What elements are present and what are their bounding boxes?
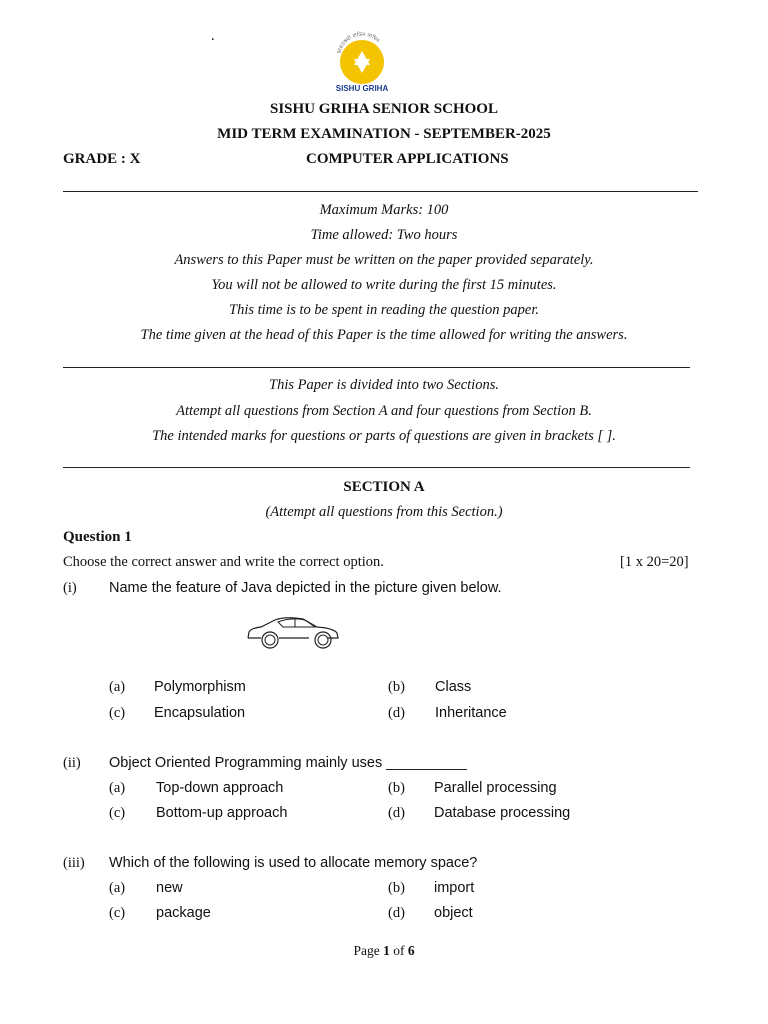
school-logo [330,28,394,98]
section-info-line: This Paper is divided into two Sections. [269,377,499,393]
grade-label: GRADE : X [63,151,141,167]
option-text: new [156,880,183,896]
option-label: (a) [109,679,126,695]
option-text: Encapsulation [154,705,246,721]
option-label: (a) [109,780,126,796]
option-label: (b) [388,880,405,896]
option-label: (d) [388,805,405,821]
item-text: Name the feature of Java depicted in the picture given below. [109,580,502,596]
option-label: (a) [109,880,126,896]
exam-title: MID TERM EXAMINATION - SEPTEMBER-2025 [217,126,551,142]
item-number: (i) [63,580,77,596]
option-label: (c) [109,905,126,921]
instruction-line: This time is to be spent in reading the question paper. [229,302,539,318]
divider [63,191,698,192]
logo-wordmark: SISHU GRIHA [335,84,389,93]
stray-mark: . [211,28,215,44]
section-info-line: The intended marks for questions or parts of questions are given in brackets [ ]. [152,428,616,444]
option-text: Class [435,679,472,695]
option-label: (c) [109,705,126,721]
school-name: SISHU GRIHA SENIOR SCHOOL [270,101,498,117]
option-text: import [434,880,475,896]
instruction-line: You will not be allowed to write during the first 15 minutes. [211,277,557,293]
question-marks: [1 x 20=20] [620,554,689,570]
footer-of-word: of [393,943,405,958]
page-footer [0,943,768,959]
option-text: Top-down approach [156,780,284,796]
item-number: (ii) [63,755,81,771]
question-prompt: Choose the correct answer and write the correct option. [63,554,384,570]
option-text: object [434,905,473,921]
item-number: (iii) [63,855,85,871]
option-label: (d) [388,905,405,921]
footer-current-page: 1 [383,943,390,958]
subject-title: COMPUTER APPLICATIONS [306,151,509,167]
footer-page-word: Page [353,943,380,958]
option-text: package [156,905,211,921]
option-text: Bottom-up approach [156,805,288,821]
option-label: (b) [388,679,405,695]
section-a-title: SECTION A [343,479,425,495]
section-info-line: Attempt all questions from Section A and four questions from Section B. [176,403,592,419]
option-text: Database processing [434,805,571,821]
logo-arc-text: ভারতকর্মা বাতিন সাথিন [336,31,381,55]
divider [63,367,690,368]
option-text: Parallel processing [434,780,557,796]
divider [63,467,690,468]
footer-total-pages: 6 [407,943,415,958]
car-icon [245,614,341,657]
option-label: (d) [388,705,405,721]
option-label: (b) [388,780,405,796]
item-text: Object Oriented Programming mainly uses __________ [109,755,467,771]
question-title: Question 1 [63,529,132,545]
instruction-line: The time given at the head of this Paper is the time allowed for writing the answers. [140,327,628,343]
option-label: (c) [109,805,126,821]
instruction-line: Answers to this Paper must be written on the paper provided separately. [174,252,594,268]
instruction-line: Time allowed: Two hours [310,227,458,243]
item-text: Which of the following is used to allocate memory space? [109,855,478,871]
option-text: Polymorphism [154,679,246,695]
section-a-subtitle: (Attempt all questions from this Section.) [265,504,503,520]
instruction-line: Maximum Marks: 100 [319,202,449,218]
option-text: Inheritance [435,705,507,721]
